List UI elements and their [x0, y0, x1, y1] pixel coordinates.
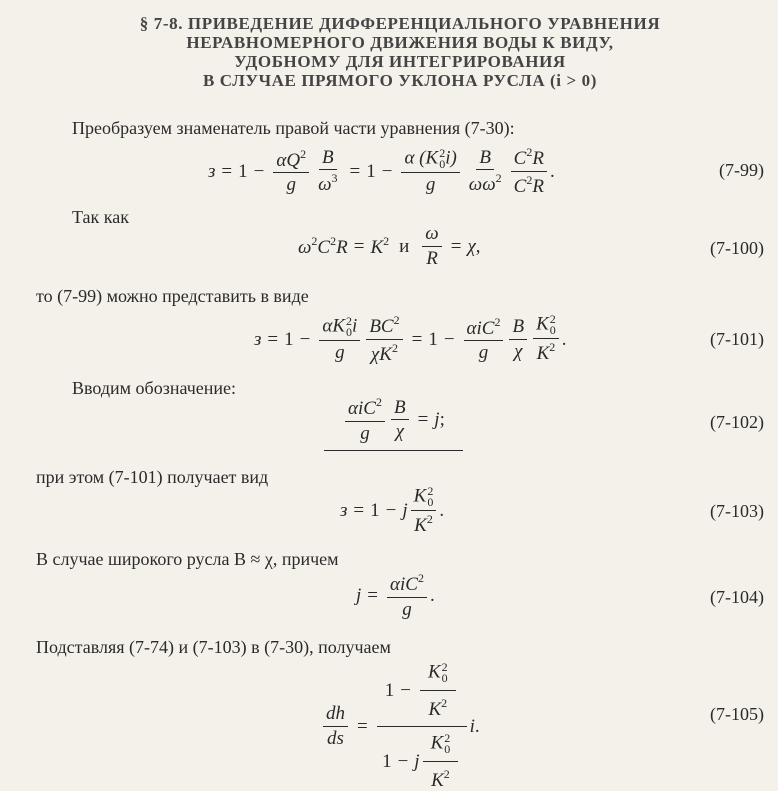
equation-number-7-103: (7-103) [710, 501, 764, 521]
paragraph-1: Преобразуем знаменатель правой части уравнения (7-30): [72, 118, 515, 138]
heading-line-4: В СЛУЧАЕ ПРЯМОГО УКЛОНА РУСЛА (i > 0) [203, 71, 597, 90]
equation-number-7-105: (7-105) [710, 704, 764, 724]
equation-7-99: з = 1 − $\frac{\alpha Q^2}{g}$ $\frac{B}{\omega^3}$ = 1 − α (K 2 0 i) g $\frac{B}{\omega\omega^2}$ $\frac{C^2R}{C^2R}$ . [208, 145, 555, 197]
paragraph-4: Вводим обозначение: [72, 378, 237, 398]
equation-number-7-100: (7-100) [710, 238, 764, 258]
equation-number-7-99: (7-99) [719, 160, 764, 180]
paragraph-3: то (7-99) можно представить в виде [36, 286, 309, 306]
equation-number-7-102: (7-102) [710, 412, 764, 432]
heading-line-1: § 7-8. ПРИВЕДЕНИЕ ДИФФЕРЕНЦИАЛЬНОГО УРАВНЕНИЯ [139, 14, 661, 33]
equation-number-7-104: (7-104) [710, 587, 764, 607]
equation-7-101: з = 1 − αK 2 0 i g $\frac{BC^2}{\chi K^2}$ = 1 − $\frac{\alpha iC^2}{g}$ $\frac{B}{\chi}$ K 2 0 $K^2$ . [254, 312, 567, 365]
equation-7-102: $\frac{\alpha iC^2}{g}$ $\frac{B}{\chi}$ = j ; [324, 396, 463, 451]
equation-number-7-101: (7-101) [710, 329, 764, 349]
paragraph-6: В случае широкого русла B ≈ χ, причем [36, 549, 339, 569]
equation-7-100: $\omega^2C^2R$ = $K^2$ и $\frac{\omega}{R}$ = χ , [298, 223, 481, 269]
heading-line-2: НЕРАВНОМЕРНОГО ДВИЖЕНИЯ ВОДЫ К ВИДУ, [186, 33, 614, 52]
paragraph-7: Подставляя (7-74) и (7-103) в (7-30), получаем [36, 637, 391, 657]
paragraph-5: при этом (7-101) получает вид [36, 467, 269, 487]
heading-line-3: УДОБНОМУ ДЛЯ ИНТЕГРИРОВАНИЯ [234, 52, 566, 71]
equation-7-104: j = $\frac{\alpha iC^2}{g}$ . [356, 571, 435, 620]
paragraph-2: Так как [72, 207, 129, 227]
equation-7-103: з = 1 − j K 2 0 $K^2$ . [340, 484, 445, 536]
section-heading [100, 14, 700, 90]
conjunction-and: и [399, 235, 410, 257]
equation-7-105: $\frac{dh}{ds}$ = 1 − K 2 0 $K^2$ 1 − j K 2 0 $K^2$ i . [320, 662, 480, 791]
